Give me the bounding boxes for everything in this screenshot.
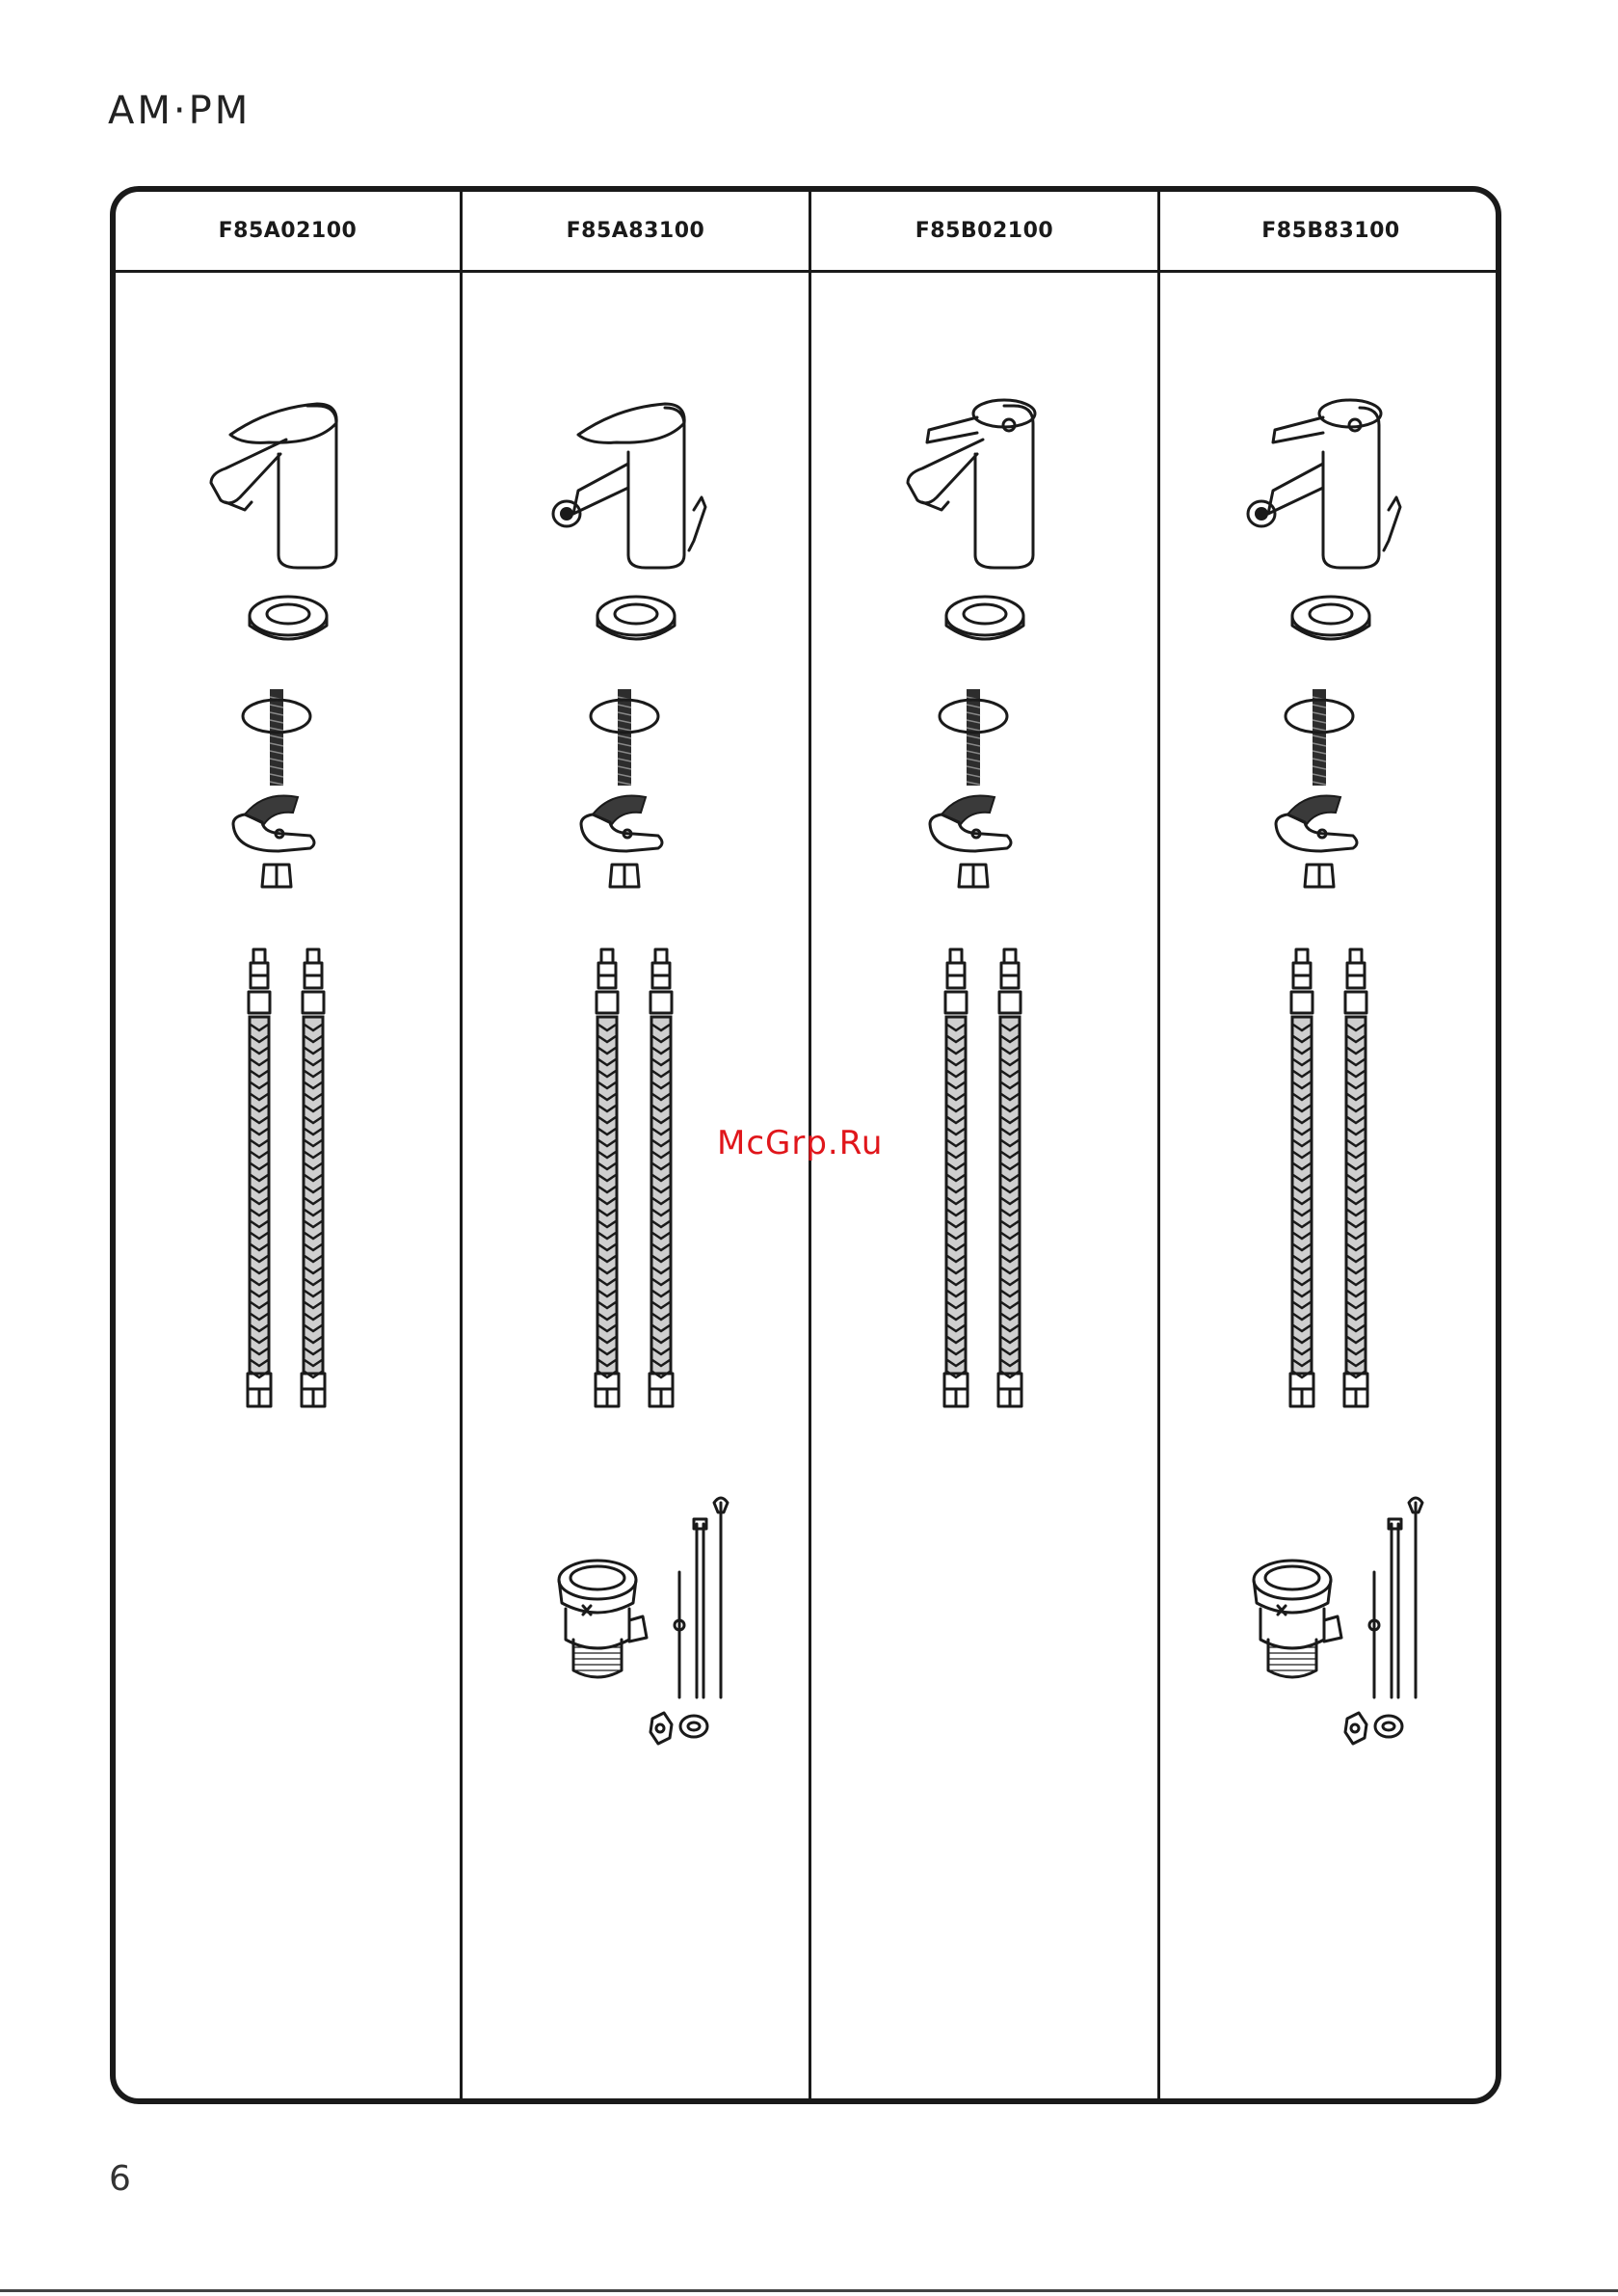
seal-ring-icon: [245, 591, 332, 649]
column-header-code: F85A02100: [218, 219, 358, 243]
faucet-icon: [172, 348, 365, 579]
brand-logo-text: AM·PM: [108, 89, 252, 133]
faucet-icon: [869, 348, 1062, 579]
seal-ring-icon: [942, 591, 1028, 649]
column-body: [1160, 273, 1501, 2104]
column-header-code: F85B83100: [1261, 219, 1400, 243]
hose: [998, 949, 1021, 1406]
seal-ring-icon: [1287, 591, 1374, 649]
brand-logo: [108, 89, 251, 133]
pop-up-drain-set-icon: [1239, 1495, 1451, 1755]
flexible-hoses-icon: [590, 948, 676, 1410]
page-number: 6: [109, 2159, 131, 2199]
hose: [650, 949, 673, 1406]
hose: [1344, 949, 1367, 1406]
flexible-hoses-icon: [1285, 948, 1371, 1410]
mounting-kit-icon: [1268, 689, 1374, 892]
mounting-kit-icon: [573, 689, 679, 892]
faucet-icon: [520, 348, 713, 579]
hose: [944, 949, 968, 1406]
hose: [248, 949, 271, 1406]
watermark: McGrp.Ru: [717, 1124, 884, 1162]
flexible-hoses-icon: [242, 948, 329, 1410]
mounting-kit-icon: [225, 689, 332, 892]
column-header-code: F85A83100: [566, 219, 705, 243]
column-header-code: F85B02100: [915, 219, 1054, 243]
pop-up-drain-set-icon: [544, 1495, 756, 1755]
hose: [596, 949, 619, 1406]
flexible-hoses-icon: [939, 948, 1025, 1410]
bottom-rule: [0, 2289, 1618, 2292]
mounting-kit-icon: [922, 689, 1028, 892]
column-body: [463, 273, 809, 2104]
hose: [1290, 949, 1313, 1406]
column-body: [811, 273, 1157, 2104]
column-body: [116, 273, 460, 2104]
faucet-icon: [1215, 348, 1408, 579]
hose: [302, 949, 325, 1406]
seal-ring-icon: [593, 591, 679, 649]
